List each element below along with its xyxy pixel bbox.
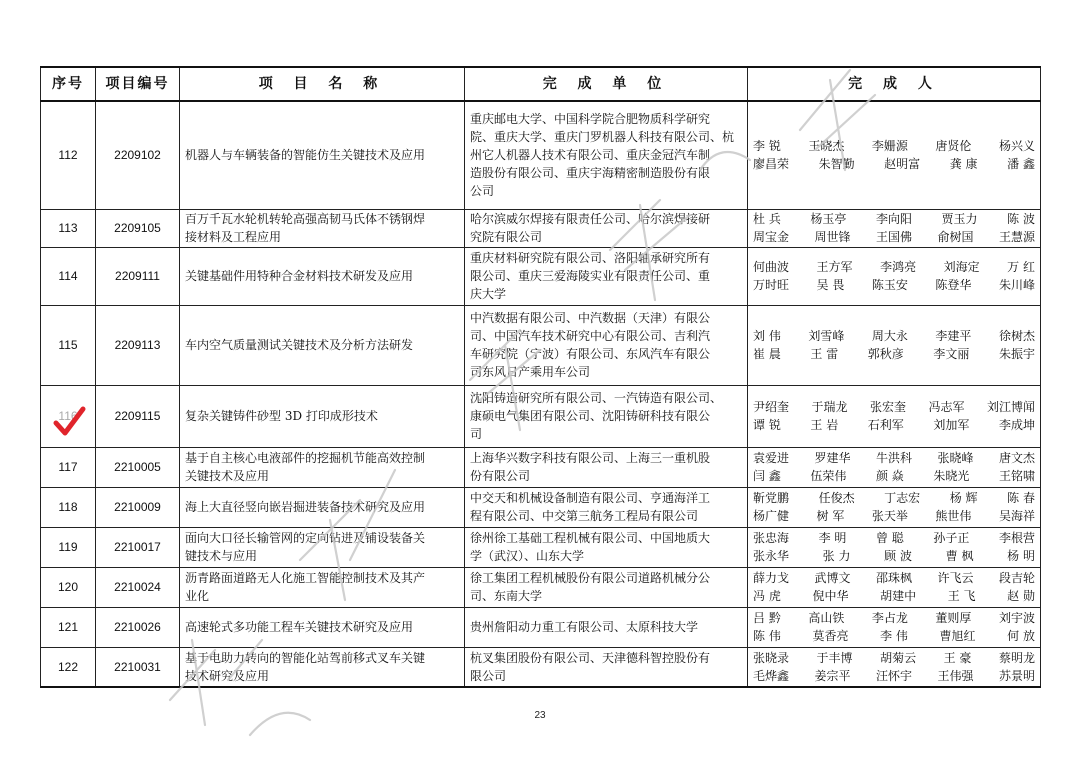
- contributor-row: [753, 345, 1035, 363]
- cell-project-code: 2210009: [96, 487, 180, 527]
- contributor-name: 唐文杰: [998, 451, 1035, 465]
- contributor-name: 刘海定: [943, 260, 980, 274]
- table-row: [41, 305, 1041, 385]
- contributor-name: 姜宗平: [814, 668, 851, 683]
- contributor-name: 李根营: [998, 531, 1035, 545]
- cell-organization: [465, 247, 748, 305]
- contributor-name: 李占龙: [871, 611, 908, 625]
- project-name-line: 沥青路面道路无人化施工智能控制技术及其产: [185, 571, 426, 585]
- contributor-row: [753, 210, 1035, 228]
- contributor-name: 陈玉安: [871, 278, 908, 292]
- contributor-name: 李向阳: [875, 212, 912, 226]
- table-body: [41, 101, 1041, 687]
- project-name-line: 接材料及工程应用: [185, 230, 282, 244]
- organization-line: 沈阳铸造研究所有限公司、一汽铸造有限公司、: [470, 391, 723, 405]
- project-name-line: 业化: [185, 589, 210, 603]
- contributor-name: 王 豪: [943, 650, 972, 665]
- contributor-name: 高山铁: [808, 611, 845, 625]
- project-name-line: 复杂关键铸件砂型 3D 打印成形技术: [185, 409, 378, 423]
- organization-line: 杭叉集团股份有限公司、天津德科智控股份有: [470, 650, 711, 665]
- contributor-name: 万时旺: [753, 278, 790, 292]
- contributor-name: 武博文: [814, 571, 851, 585]
- contributor-name: 杨广健: [753, 509, 790, 523]
- contributor-name: 张永华: [753, 549, 790, 563]
- organization-line: 学（武汉）、山东大学: [470, 549, 585, 563]
- cell-serial: 122: [41, 647, 96, 687]
- contributor-name: 董则厚: [935, 611, 972, 625]
- contributor-name: 吴海祥: [998, 509, 1035, 523]
- contributor-name: 刘宇波: [998, 611, 1035, 625]
- cell-project-name: [180, 647, 465, 687]
- contributor-name: 朱晓光: [933, 469, 970, 483]
- contributor-name: 袁爱进: [753, 451, 790, 465]
- cell-contributors: [748, 647, 1041, 687]
- contributor-row: [753, 649, 1035, 667]
- organization-line: 贵州詹阳动力重工有限公司、太原科技大学: [470, 620, 699, 634]
- cell-organization: [465, 487, 748, 527]
- cell-contributors: [748, 487, 1041, 527]
- project-name-line: 机器人与车辆装备的智能仿生关键技术及应用: [185, 148, 426, 163]
- cell-contributors: [748, 247, 1041, 305]
- cell-serial: 112: [41, 101, 96, 209]
- cell-contributors: [748, 385, 1041, 447]
- contributor-name: 廖昌荣: [753, 157, 790, 172]
- contributor-name: 莫香亮: [812, 629, 849, 643]
- cell-serial: 116: [41, 385, 96, 447]
- contributor-name: 吕 黔: [753, 611, 781, 625]
- contributor-name: 树 军: [816, 509, 845, 523]
- contributor-name: 尹绍奎: [753, 400, 790, 414]
- table-row: [41, 447, 1041, 487]
- contributor-row: [753, 398, 1035, 416]
- cell-contributors: [748, 305, 1041, 385]
- cell-organization: [465, 567, 748, 607]
- contributor-name: 杨兴义: [998, 139, 1035, 154]
- check-icon: [52, 405, 86, 439]
- cell-organization: [465, 209, 748, 247]
- contributor-name: 于丰博: [816, 650, 853, 665]
- cell-contributors: [748, 447, 1041, 487]
- cell-project-code: 2209102: [96, 101, 180, 209]
- contributor-name: 潘 鑫: [1007, 157, 1035, 172]
- contributor-name: 苏景明: [998, 668, 1035, 683]
- contributor-row: [753, 137, 1035, 155]
- cell-serial: 120: [41, 567, 96, 607]
- contributor-name: 王方军: [816, 260, 853, 274]
- organization-line: 究院有限公司: [470, 230, 543, 244]
- cell-serial: 113: [41, 209, 96, 247]
- organization-line: 上海华兴数字科技有限公司、上海三一重机股: [470, 451, 711, 465]
- contributor-row: [753, 667, 1035, 685]
- contributor-row: [753, 547, 1035, 565]
- contributor-name: 曾 聪: [875, 531, 904, 545]
- contributor-name: 朱智勤: [818, 157, 855, 172]
- contributor-name: 邵珠枫: [875, 571, 912, 585]
- contributor-name: 于瑞龙: [811, 400, 848, 414]
- organization-line: 限公司: [470, 668, 507, 683]
- organization-line: 徐州徐工基础工程机械有限公司、中国地质大: [470, 531, 711, 545]
- cell-project-name: [180, 527, 465, 567]
- contributor-name: 王国佛: [875, 230, 912, 244]
- contributor-name: 顾 波: [884, 549, 912, 563]
- contributor-name: 刘江博闻: [986, 400, 1035, 414]
- table-header: [41, 67, 1041, 101]
- organization-line: 车研究院（宁波）有限公司、东风汽车有限公: [470, 347, 711, 361]
- contributor-row: [753, 587, 1035, 605]
- contributor-name: 熊世伟: [935, 509, 972, 523]
- contributor-name: 张晓峰: [937, 451, 974, 465]
- cell-serial: 118: [41, 487, 96, 527]
- contributor-name: 许飞云: [937, 571, 974, 585]
- contributor-name: 李 伟: [880, 629, 908, 643]
- organization-line: 重庆材料研究院有限公司、洛阳轴承研究所有: [470, 251, 711, 265]
- cell-project-name: [180, 101, 465, 209]
- contributor-name: 牛洪科: [875, 451, 912, 465]
- contributor-name: 赵明富: [884, 157, 921, 172]
- cell-organization: [465, 647, 748, 687]
- organization-line: 中汽数据有限公司、中汽数据（天津）有限公: [470, 311, 711, 325]
- cell-serial: 119: [41, 527, 96, 567]
- cell-project-name: [180, 247, 465, 305]
- cell-project-code: 2210005: [96, 447, 180, 487]
- organization-line: 州它人机器人技术有限公司、重庆金冠汽车制: [470, 148, 711, 163]
- cell-contributors: [748, 607, 1041, 647]
- table-row: [41, 101, 1041, 209]
- cell-project-code: 2210024: [96, 567, 180, 607]
- contributor-name: 曹 枫: [945, 549, 974, 563]
- contributor-name: 崔 晨: [753, 347, 781, 361]
- project-name-line: 基于电助力转向的智能化站驾前移式叉车关键: [185, 650, 426, 665]
- contributor-row: [753, 449, 1035, 467]
- contributor-row: [753, 489, 1035, 507]
- project-name-line: 海上大直径竖向嵌岩掘进装备技术研究及应用: [185, 500, 426, 514]
- project-name-line: 百万千瓦水轮机转轮高强高韧马氏体不锈钢焊: [185, 212, 426, 226]
- cell-project-code: 2209105: [96, 209, 180, 247]
- cell-project-code: 2209115: [96, 385, 180, 447]
- contributor-name: 王铭啸: [998, 469, 1035, 483]
- contributor-name: 李鸿亮: [880, 260, 917, 274]
- contributor-row: [753, 155, 1035, 173]
- contributor-name: 冯志军: [928, 400, 965, 414]
- contributor-row: [753, 609, 1035, 627]
- project-name-line: 基于自主核心电液部件的挖掘机节能高效控制: [185, 451, 426, 465]
- cell-serial: 121: [41, 607, 96, 647]
- contributor-name: 罗建华: [814, 451, 851, 465]
- project-name-line: 关键技术及应用: [185, 469, 270, 483]
- cell-contributors: [748, 101, 1041, 209]
- contributor-name: 陈登华: [935, 278, 972, 292]
- cell-project-name: [180, 567, 465, 607]
- contributor-name: 胡菊云: [880, 650, 917, 665]
- cell-project-name: [180, 305, 465, 385]
- table-row: [41, 209, 1041, 247]
- table-row: [41, 487, 1041, 527]
- organization-line: 司、中国汽车技术研究中心有限公司、吉利汽: [470, 329, 711, 343]
- contributor-name: 俞树国: [937, 230, 974, 244]
- contributor-name: 何曲波: [753, 260, 790, 274]
- contributor-name: 杜 兵: [753, 212, 781, 226]
- contributor-name: 颜 焱: [875, 469, 904, 483]
- organization-line: 康硕电气集团有限公司、沈阳铸研科技有限公: [470, 409, 711, 423]
- contributor-name: 朱川峰: [998, 278, 1035, 292]
- cell-serial: 117: [41, 447, 96, 487]
- contributor-name: 王 雷: [810, 347, 839, 361]
- cell-project-name: [180, 607, 465, 647]
- cell-project-code: 2209113: [96, 305, 180, 385]
- project-name-line: 面向大口径长输管网的定向钻进及铺设装备关: [185, 531, 426, 545]
- organization-line: 中交天和机械设备制造有限公司、亨通海洋工: [470, 491, 711, 505]
- organization-line: 徐工集团工程机械股份有限公司道路机械分公: [470, 571, 711, 585]
- contributor-name: 闫 鑫: [753, 469, 781, 483]
- cell-serial: 115: [41, 305, 96, 385]
- cell-project-code: 2209111: [96, 247, 180, 305]
- contributor-row: [753, 467, 1035, 485]
- contributor-name: 赵 勋: [1007, 589, 1035, 603]
- contributor-row: [753, 416, 1035, 434]
- cell-project-code: 2210017: [96, 527, 180, 567]
- contributor-name: 王 岩: [810, 418, 839, 432]
- contributor-name: 倪中华: [812, 589, 849, 603]
- organization-line: 份有限公司: [470, 469, 531, 483]
- contributor-name: 何 放: [1007, 629, 1035, 643]
- contributor-name: 张宏奎: [869, 400, 906, 414]
- contributor-name: 王 飞: [947, 589, 976, 603]
- contributor-row: [753, 569, 1035, 587]
- page-number: 23: [534, 710, 546, 721]
- table-row: [41, 247, 1041, 305]
- award-table: [40, 66, 1041, 688]
- contributor-name: 周世锋: [814, 230, 851, 244]
- contributor-name: 石利军: [867, 418, 904, 432]
- cell-organization: [465, 607, 748, 647]
- contributor-name: 吴 畏: [816, 278, 845, 292]
- contributor-name: 唐贤伦: [935, 139, 972, 154]
- table-row: [41, 567, 1041, 607]
- organization-line: 司: [470, 427, 483, 441]
- organization-line: 哈尔滨威尔焊接有限责任公司、哈尔滨焊接研: [470, 212, 711, 226]
- contributor-name: 万 红: [1007, 260, 1035, 274]
- contributor-name: 毛烨鑫: [753, 668, 790, 683]
- contributor-name: 汪怀宇: [875, 668, 912, 683]
- contributor-name: 刘加军: [933, 418, 970, 432]
- organization-line: 重庆邮电大学、中国科学院合肥物质科学研究: [470, 112, 711, 127]
- header-project-code: 项目编号: [96, 67, 180, 101]
- organization-line: 造股份有限公司、重庆宇海精密制造股份有限: [470, 166, 711, 181]
- organization-line: 限公司、重庆三爱海陵实业有限责任公司、重: [470, 269, 711, 283]
- cell-organization: [465, 385, 748, 447]
- contributor-row: [753, 529, 1035, 547]
- table-row: [41, 385, 1041, 447]
- organization-line: 公司: [470, 184, 495, 199]
- table-row: [41, 607, 1041, 647]
- contributor-name: 周大永: [871, 329, 908, 343]
- contributor-name: 龚 康: [949, 157, 978, 172]
- cell-organization: [465, 447, 748, 487]
- contributor-name: 蔡明龙: [998, 650, 1035, 665]
- project-name-line: 键技术与应用: [185, 549, 258, 563]
- header-project-name: 项 目 名 称: [180, 67, 465, 101]
- contributor-name: 李 明: [818, 531, 847, 545]
- cell-serial: 114: [41, 247, 96, 305]
- project-name-line: 车内空气质量测试关键技术及分析方法研发: [185, 338, 414, 352]
- contributor-row: [753, 276, 1035, 294]
- contributor-name: 曹旭红: [939, 629, 976, 643]
- contributor-row: [753, 507, 1035, 525]
- contributor-row: [753, 228, 1035, 246]
- contributor-name: 李姗源: [871, 139, 908, 154]
- organization-line: 院、重庆大学、重庆门罗机器人科技有限公司、杭: [470, 130, 735, 145]
- cell-organization: [465, 527, 748, 567]
- contributor-name: 张 力: [822, 549, 851, 563]
- cell-organization: [465, 101, 748, 209]
- contributor-name: 谭 锐: [753, 418, 781, 432]
- table-row: [41, 647, 1041, 687]
- contributor-row: [753, 627, 1035, 645]
- cell-organization: [465, 305, 748, 385]
- contributor-name: 周宝金: [753, 230, 790, 244]
- contributor-name: 郭秋彦: [867, 347, 904, 361]
- contributor-name: 刘 伟: [753, 329, 781, 343]
- contributor-name: 李建平: [935, 329, 972, 343]
- organization-line: 司东风日产乘用车公司: [470, 365, 591, 379]
- contributor-name: 李 锐: [753, 139, 781, 154]
- contributor-name: 靳党鹏: [753, 491, 790, 505]
- project-name-line: 关键基础件用特种合金材料技术研发及应用: [185, 269, 414, 283]
- contributor-name: 李文丽: [933, 347, 970, 361]
- contributor-name: 陈 波: [1007, 212, 1035, 226]
- cell-project-code: 2210031: [96, 647, 180, 687]
- contributor-name: 陈 春: [1007, 491, 1035, 505]
- contributor-row: [753, 258, 1035, 276]
- organization-line: 程有限公司、中交第三航务工程局有限公司: [470, 509, 699, 523]
- cell-project-name: [180, 447, 465, 487]
- contributor-name: 张忠海: [753, 531, 790, 545]
- contributor-name: 段吉轮: [998, 571, 1035, 585]
- contributor-name: 王伟强: [937, 668, 974, 683]
- organization-line: 庆大学: [470, 287, 507, 301]
- header-contributors: 完 成 人: [748, 67, 1041, 101]
- cell-contributors: [748, 567, 1041, 607]
- organization-line: 司、东南大学: [470, 589, 543, 603]
- contributor-name: 朱振宇: [998, 347, 1035, 361]
- contributor-name: 伍荣伟: [810, 469, 847, 483]
- cell-project-code: 2210026: [96, 607, 180, 647]
- cell-project-name: [180, 385, 465, 447]
- contributor-name: 丁志宏: [884, 491, 921, 505]
- contributor-name: 胡建中: [880, 589, 917, 603]
- contributor-name: 杨 辉: [949, 491, 978, 505]
- contributor-name: 陈 伟: [753, 629, 781, 643]
- contributor-name: 薛力戈: [753, 571, 790, 585]
- contributor-name: 王慧源: [998, 230, 1035, 244]
- contributor-name: 徐树杰: [998, 329, 1035, 343]
- cell-contributors: [748, 209, 1041, 247]
- contributor-name: 杨玉亭: [810, 212, 847, 226]
- cell-project-name: [180, 487, 465, 527]
- contributor-name: 张晓录: [753, 650, 790, 665]
- cell-project-name: [180, 209, 465, 247]
- contributor-name: 贾玉力: [941, 212, 978, 226]
- header-organization: 完 成 单 位: [465, 67, 748, 101]
- contributor-name: 孙子正: [933, 531, 970, 545]
- cell-contributors: [748, 527, 1041, 567]
- project-name-line: 技术研究及应用: [185, 668, 270, 683]
- contributor-name: 杨 明: [1007, 549, 1035, 563]
- contributor-name: 张天举: [871, 509, 908, 523]
- contributor-row: [753, 327, 1035, 345]
- table-row: [41, 527, 1041, 567]
- contributor-name: 任俊杰: [818, 491, 855, 505]
- contributor-name: 刘雪峰: [808, 329, 845, 343]
- project-name-line: 高速轮式多功能工程车关键技术研究及应用: [185, 620, 414, 634]
- contributor-name: 冯 虎: [753, 589, 781, 603]
- contributor-name: 王晓杰: [808, 139, 845, 154]
- header-serial: 序号: [41, 67, 96, 101]
- contributor-name: 李成坤: [998, 418, 1035, 432]
